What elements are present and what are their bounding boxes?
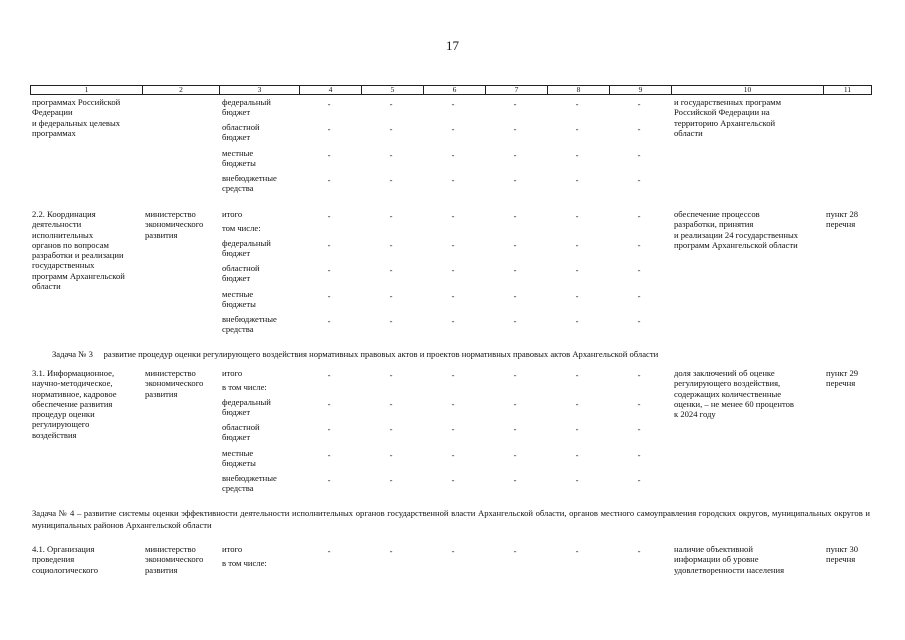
s1-source-federal: федеральный бюджет — [222, 97, 271, 118]
s2-source-incl: том числе: — [222, 223, 261, 233]
value-col-4-dash: - — [327, 546, 331, 556]
value-col-7-dash: - — [513, 399, 517, 409]
value-col-7-dash: - — [513, 424, 517, 434]
value-col-4-dash: - — [327, 291, 331, 301]
header-col-1: 1 — [31, 86, 143, 95]
value-col-6-dash: - — [451, 240, 455, 250]
value-col-9-dash: - — [637, 291, 641, 301]
value-col-6-dash: - — [451, 150, 455, 160]
value-col-4-dash: - — [327, 240, 331, 250]
value-col-4-dash: - — [327, 450, 331, 460]
column-number-header — [30, 85, 872, 95]
s2-reference: пункт 28 перечня — [826, 209, 859, 230]
value-col-7-dash: - — [513, 240, 517, 250]
value-col-7-dash: - — [513, 211, 517, 221]
value-col-8-dash: - — [575, 240, 579, 250]
s4-event-name: 4.1. Организация проведения социологического — [32, 544, 99, 575]
s2-result: обеспечение процессов разработки, принятия и реализации 24 государственных программ Архангельской области — [674, 209, 799, 250]
s3-source-total: итого — [222, 368, 243, 378]
value-col-6-dash: - — [451, 475, 455, 485]
value-col-4-dash: - — [327, 99, 331, 109]
value-col-6-dash: - — [451, 265, 455, 275]
value-col-5-dash: - — [389, 265, 393, 275]
value-col-7-dash: - — [513, 99, 517, 109]
s4-source-incl: в том числе: — [222, 558, 267, 568]
value-col-5-dash: - — [389, 450, 393, 460]
s4-result: наличие объективной информации об уровне удовлетворенности населения — [674, 544, 785, 575]
value-col-4-dash: - — [327, 399, 331, 409]
value-col-9-dash: - — [637, 240, 641, 250]
value-col-9-dash: - — [637, 370, 641, 380]
s3-event-name: 3.1. Информационное, научно-методическое, нормативное, кадровое обеспечение развития процедур оценки регулирующего воздействия — [32, 368, 117, 440]
value-col-6-dash: - — [451, 291, 455, 301]
header-col-6: 6 — [424, 86, 486, 95]
value-col-7-dash: - — [513, 150, 517, 160]
header-col-3: 3 — [220, 86, 300, 95]
value-col-8-dash: - — [575, 424, 579, 434]
value-col-7-dash: - — [513, 291, 517, 301]
value-col-4-dash: - — [327, 424, 331, 434]
value-col-8-dash: - — [575, 291, 579, 301]
value-col-6-dash: - — [451, 175, 455, 185]
value-col-6-dash: - — [451, 450, 455, 460]
s1-source-local: местные бюджеты — [222, 148, 256, 169]
value-col-5-dash: - — [389, 316, 393, 326]
value-col-7-dash: - — [513, 124, 517, 134]
value-col-5-dash: - — [389, 99, 393, 109]
value-col-8-dash: - — [575, 475, 579, 485]
value-col-8-dash: - — [575, 546, 579, 556]
value-col-8-dash: - — [575, 211, 579, 221]
page-number: 17 — [446, 38, 459, 53]
s3-source-regional: областной бюджет — [222, 422, 260, 443]
value-col-6-dash: - — [451, 124, 455, 134]
value-col-9-dash: - — [637, 150, 641, 160]
s3-reference: пункт 29 перечня — [826, 368, 859, 389]
value-col-4-dash: - — [327, 370, 331, 380]
value-col-9-dash: - — [637, 546, 641, 556]
s1-source-extrabudgetary: внебюджетные средства — [222, 173, 277, 194]
header-col-7: 7 — [486, 86, 548, 95]
s2-source-regional: областной бюджет — [222, 263, 260, 284]
value-col-5-dash: - — [389, 399, 393, 409]
value-col-6-dash: - — [451, 399, 455, 409]
s3-source-extrabudgetary: внебюджетные средства — [222, 473, 277, 494]
s2-event-name: 2.2. Координация деятельности исполнительных органов по вопросам разработки и реализации государственных программ Архангельской области — [32, 209, 125, 292]
value-col-8-dash: - — [575, 265, 579, 275]
header-col-8: 8 — [548, 86, 610, 95]
task-3-heading: Задача № 3 развитие процедур оценки регулирующего воздействия нормативных правовых актов и проектов нормативных правовых актов Архангельской области — [52, 349, 659, 359]
value-col-7-dash: - — [513, 175, 517, 185]
value-col-9-dash: - — [637, 399, 641, 409]
value-col-8-dash: - — [575, 399, 579, 409]
s1-source-regional: областной бюджет — [222, 122, 260, 143]
s3-source-federal: федеральный бюджет — [222, 397, 271, 418]
value-col-7-dash: - — [513, 450, 517, 460]
header-col-5: 5 — [362, 86, 424, 95]
value-col-4-dash: - — [327, 265, 331, 275]
value-col-9-dash: - — [637, 475, 641, 485]
value-col-7-dash: - — [513, 546, 517, 556]
value-col-5-dash: - — [389, 175, 393, 185]
value-col-4-dash: - — [327, 316, 331, 326]
value-col-8-dash: - — [575, 150, 579, 160]
value-col-5-dash: - — [389, 150, 393, 160]
value-col-9-dash: - — [637, 124, 641, 134]
s2-source-federal: федеральный бюджет — [222, 238, 271, 259]
value-col-7-dash: - — [513, 475, 517, 485]
header-col-11: 11 — [824, 86, 872, 95]
header-col-4: 4 — [300, 86, 362, 95]
value-col-6-dash: - — [451, 99, 455, 109]
value-col-5-dash: - — [389, 291, 393, 301]
task-4-heading: Задача № 4 – развитие системы оценки эффективности деятельности исполнительных органов государственной власти Архангельской области, органов местного самоуправления городских округов, муниципальных округов и муниципальных районов Архангельской области — [32, 508, 870, 530]
value-col-9-dash: - — [637, 265, 641, 275]
value-col-8-dash: - — [575, 124, 579, 134]
value-col-4-dash: - — [327, 124, 331, 134]
value-col-6-dash: - — [451, 316, 455, 326]
value-col-8-dash: - — [575, 175, 579, 185]
value-col-4-dash: - — [327, 475, 331, 485]
value-col-4-dash: - — [327, 211, 331, 221]
s4-executor: министерство экономического развития — [145, 544, 204, 575]
value-col-5-dash: - — [389, 475, 393, 485]
value-col-9-dash: - — [637, 211, 641, 221]
value-col-6-dash: - — [451, 370, 455, 380]
value-col-8-dash: - — [575, 370, 579, 380]
value-col-8-dash: - — [575, 450, 579, 460]
value-col-9-dash: - — [637, 424, 641, 434]
value-col-7-dash: - — [513, 370, 517, 380]
s2-executor: министерство экономического развития — [145, 209, 204, 240]
value-col-6-dash: - — [451, 424, 455, 434]
value-col-6-dash: - — [451, 211, 455, 221]
value-col-4-dash: - — [327, 150, 331, 160]
value-col-5-dash: - — [389, 546, 393, 556]
s4-reference: пункт 30 перечня — [826, 544, 859, 565]
value-col-8-dash: - — [575, 316, 579, 326]
value-col-9-dash: - — [637, 316, 641, 326]
header-col-10: 10 — [672, 86, 824, 95]
value-col-9-dash: - — [637, 450, 641, 460]
value-col-5-dash: - — [389, 424, 393, 434]
value-col-5-dash: - — [389, 240, 393, 250]
value-col-5-dash: - — [389, 370, 393, 380]
s3-source-incl: в том числе: — [222, 382, 267, 392]
value-col-6-dash: - — [451, 546, 455, 556]
value-col-9-dash: - — [637, 99, 641, 109]
s1-result: и государственных программ Российской Федерации на территорию Архангельской области — [674, 97, 782, 138]
header-col-9: 9 — [610, 86, 672, 95]
s1-event-name: программах Российской Федерации и федеральных целевых программах — [32, 97, 121, 138]
s3-source-local: местные бюджеты — [222, 448, 256, 469]
value-col-7-dash: - — [513, 316, 517, 326]
s2-source-extrabudgetary: внебюджетные средства — [222, 314, 277, 335]
s2-source-total: итого — [222, 209, 243, 219]
s3-result: доля заключений об оценке регулирующего воздействия, содержащих количественные оценки, – не менее 60 процентов к 2024 году — [674, 368, 794, 420]
value-col-9-dash: - — [637, 175, 641, 185]
s4-source-total: итого — [222, 544, 243, 554]
s2-source-local: местные бюджеты — [222, 289, 256, 310]
value-col-7-dash: - — [513, 265, 517, 275]
value-col-8-dash: - — [575, 99, 579, 109]
s3-executor: министерство экономического развития — [145, 368, 204, 399]
value-col-5-dash: - — [389, 211, 393, 221]
value-col-4-dash: - — [327, 175, 331, 185]
header-col-2: 2 — [143, 86, 220, 95]
value-col-5-dash: - — [389, 124, 393, 134]
